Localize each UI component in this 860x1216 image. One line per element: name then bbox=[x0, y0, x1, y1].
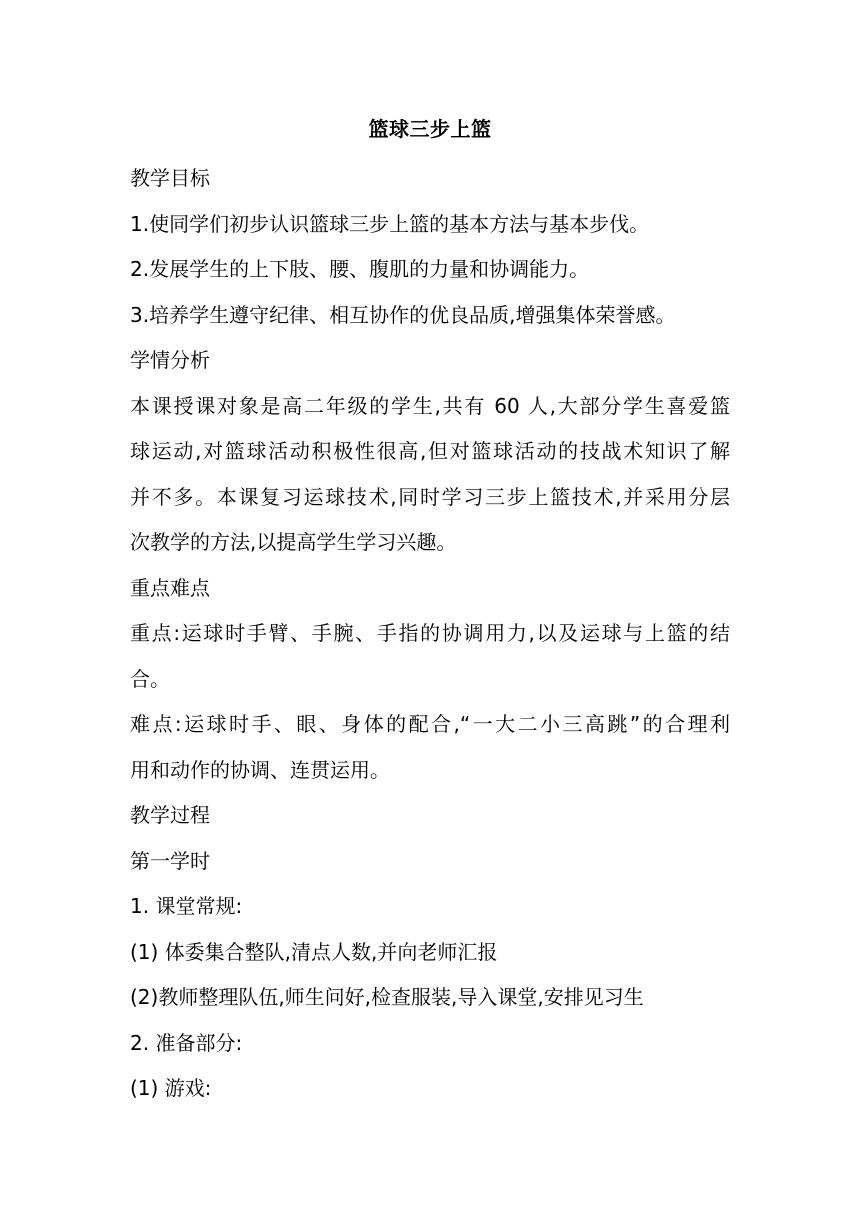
paragraph-line: 并不多。本课复习运球技术,同时学习三步上篮技术,并采用分层 bbox=[130, 484, 730, 509]
objective-item: 1.使同学们初步认识篮球三步上篮的基本方法与基本步伐。 bbox=[130, 211, 650, 236]
paragraph-line: 球运动,对篮球活动积极性很高,但对篮球活动的技战术知识了解 bbox=[130, 439, 730, 463]
list-item: (1) 体委集合整队,清点人数,并向老师汇报 bbox=[130, 939, 498, 964]
section-heading-objectives: 教学目标 bbox=[130, 166, 210, 190]
paragraph-line: 次教学的方法,以提高学生学习兴趣。 bbox=[130, 530, 457, 554]
paragraph-line: 难点:运球时手、眼、身体的配合,“一大二小三高跳”的合理利 bbox=[130, 712, 730, 736]
section-heading-analysis: 学情分析 bbox=[130, 348, 210, 372]
objective-item: 3.培养学生遵守纪律、相互协作的优良品质,增强集体荣誉感。 bbox=[130, 302, 676, 327]
section-heading-process: 教学过程 bbox=[130, 803, 210, 827]
section-heading-key-points: 重点难点 bbox=[130, 575, 210, 600]
document-title: 篮球三步上篮 bbox=[368, 117, 492, 141]
list-item: 2. 准备部分: bbox=[130, 1030, 243, 1055]
subsection-heading: 第一学时 bbox=[130, 848, 210, 873]
list-item: (1) 游戏: bbox=[130, 1076, 212, 1100]
list-item: 1. 课堂常规: bbox=[130, 894, 243, 918]
list-item: (2)教师整理队伍,师生问好,检查服装,导入课堂,安排见习生 bbox=[130, 985, 644, 1009]
objective-item: 2.发展学生的上下肢、腰、腹肌的力量和协调能力。 bbox=[130, 257, 590, 281]
paragraph-line: 本课授课对象是高二年级的学生,共有 60 人,大部分学生喜爱篮 bbox=[130, 393, 730, 418]
document-body bbox=[130, 156, 730, 1112]
paragraph-line: 重点:运球时手臂、手腕、手指的协调用力,以及运球与上篮的结 bbox=[130, 621, 730, 645]
paragraph-line: 合。 bbox=[130, 666, 170, 691]
paragraph-line: 用和动作的协调、连贯运用。 bbox=[130, 757, 390, 782]
